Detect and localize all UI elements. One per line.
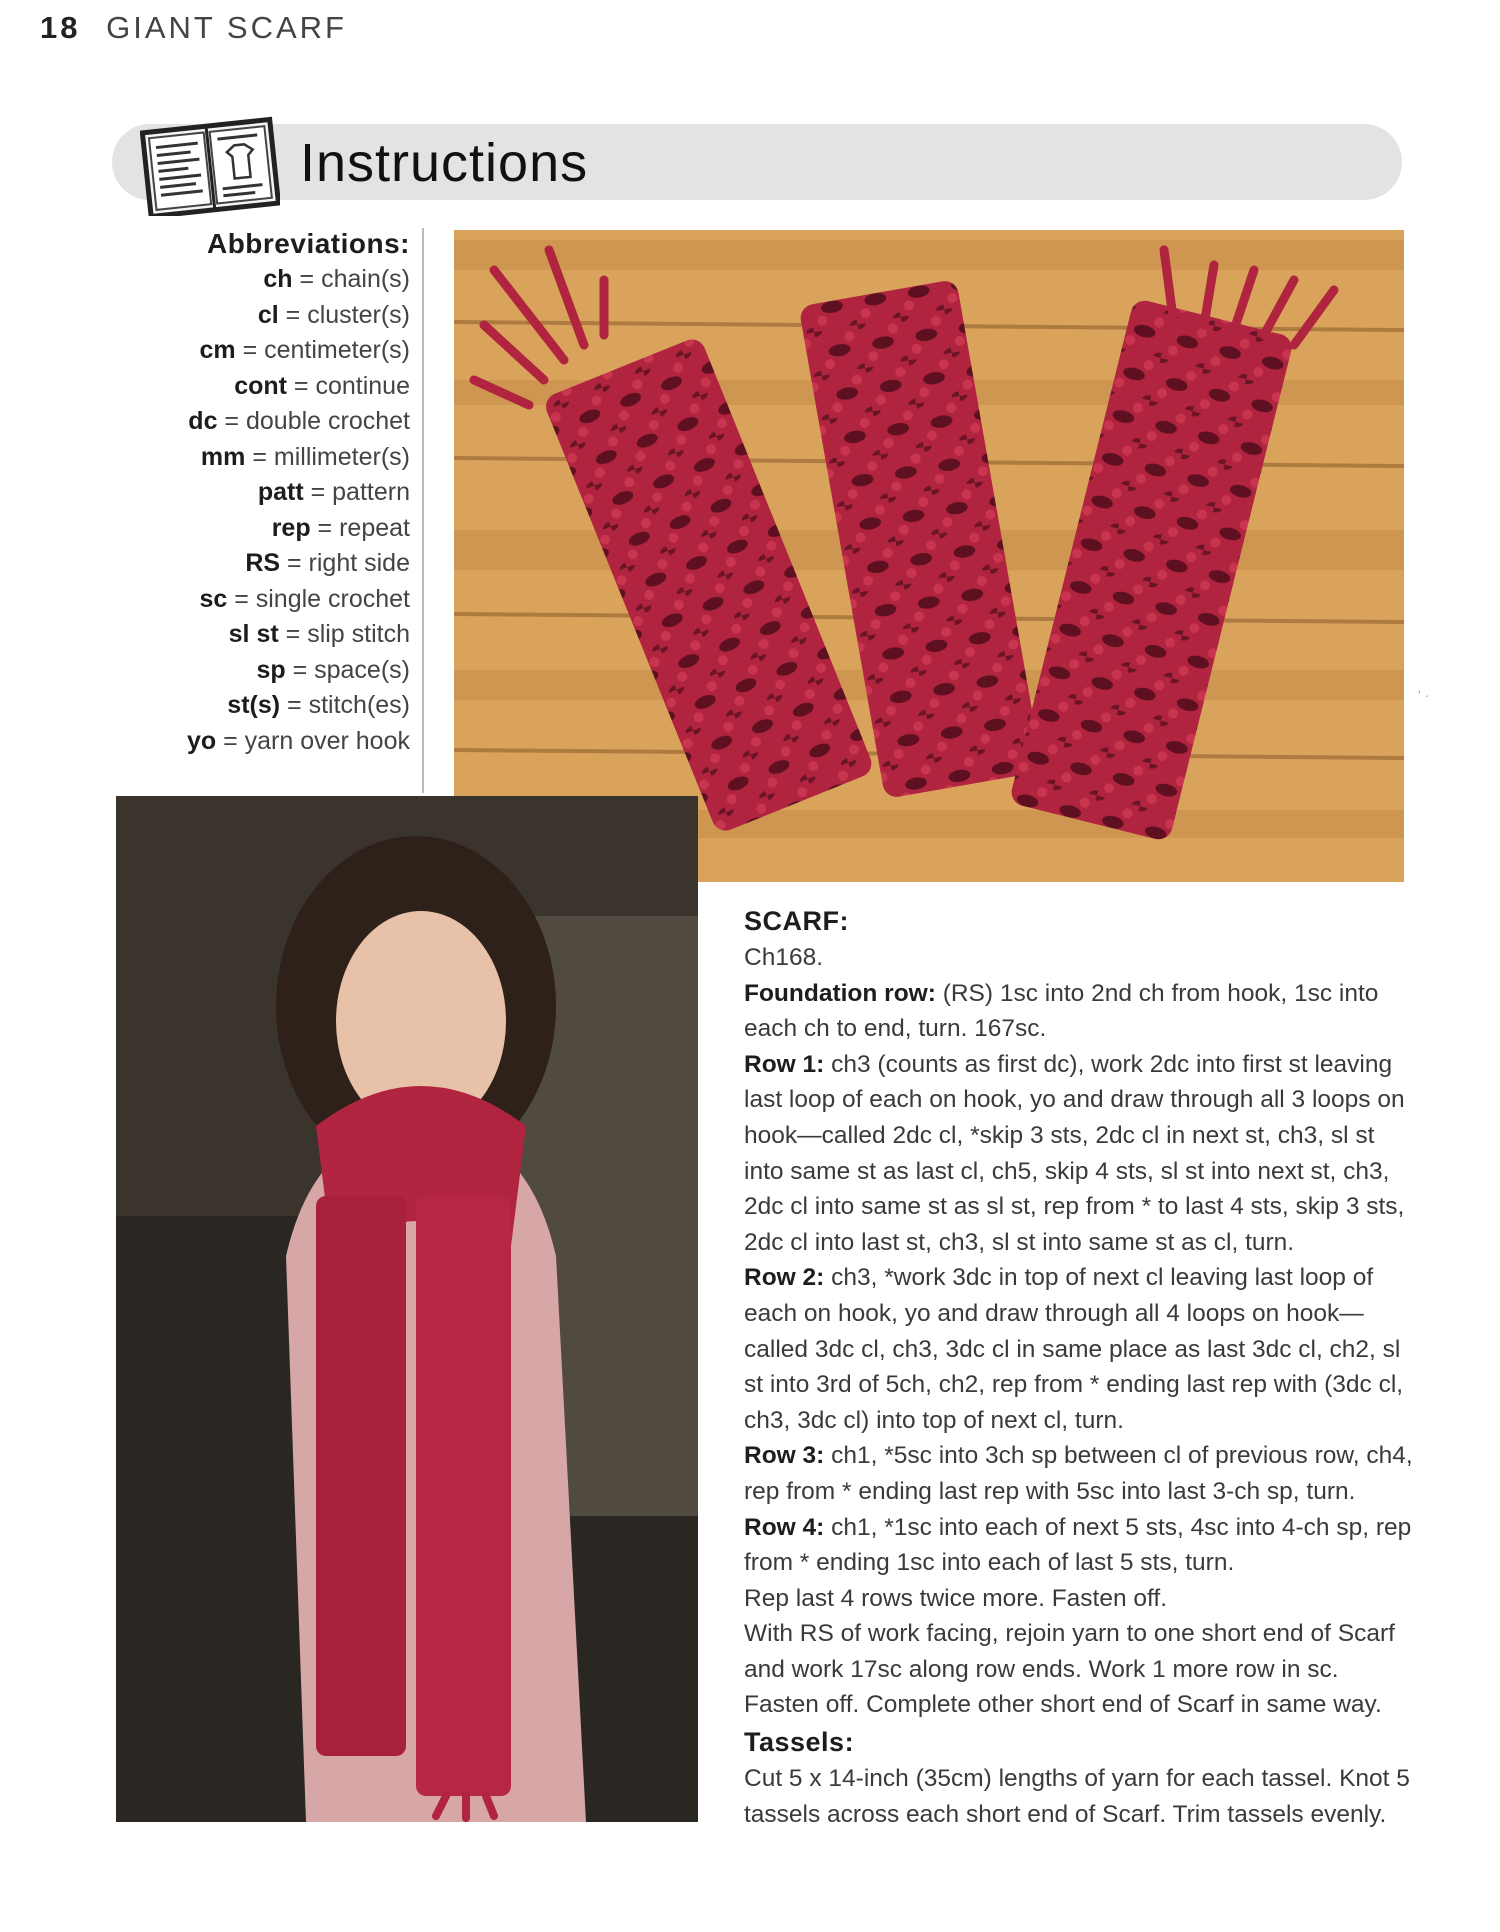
pattern-book-icon — [140, 112, 280, 216]
abbreviation-item: cont = continue — [234, 371, 410, 400]
chain-line: Ch168. — [744, 944, 824, 971]
tassels-heading: Tassels: — [744, 1727, 855, 1758]
scarf-flatlay-photo — [454, 230, 1404, 882]
abbreviation-item: sc = single crochet — [199, 584, 410, 613]
repeat-line: Rep last 4 rows twice more. Fasten off. — [744, 1584, 1168, 1612]
abbreviation-item: rep = repeat — [271, 513, 410, 542]
margin-mark: ' · — [1418, 687, 1430, 703]
scarf-instructions — [744, 902, 1414, 1832]
abbreviation-item: patt = pattern — [257, 478, 410, 506]
section-title: Instructions — [300, 133, 589, 193]
abbreviation-item: sl st = slip stitch — [228, 620, 410, 648]
abbreviation-item: ch = chain(s) — [263, 265, 410, 293]
abbreviations-title: Abbreviations: — [206, 228, 410, 259]
edging-paragraph: With RS of work facing, rejoin yarn to one short end of Scarf and work 17sc along row ends. Work 1 more row in sc. Fasten off. Complete other short end of Scarf in same way. — [744, 1620, 1395, 1719]
scarf-heading: SCARF: — [744, 906, 849, 936]
instruction-row: Row 1: ch3 (counts as first dc), work 2dc into first st leaving last loop of each on hook, yo and draw through all 3 loops on hook—called 2dc cl, *skip 3 sts, 2dc cl in next st, ch3, sl st into same st as last cl, ch5, skip 4 sts, sl st into next st, ch3, 2dc cl into same st as sl st, rep from * to last 4 sts, skip 3 sts, 2dc cl into last st, ch3, sl st into same st as cl, turn. — [744, 1050, 1405, 1256]
abbreviations-list — [110, 262, 410, 759]
abbreviation-item: st(s) = stitch(es) — [227, 691, 410, 719]
instruction-row: Row 2: ch3, *work 3dc in top of next cl leaving last loop of each on hook, yo and draw through all 4 loops on hook—called 3dc cl, ch3, 3dc cl in same place as last 3dc cl, ch2, sl st into 3rd of 5ch, ch2, rep from * ending last rep with (3dc cl, ch3, 3dc cl) into top of next cl, turn. — [744, 1264, 1404, 1434]
page-header — [40, 10, 347, 46]
abbreviation-item: mm = millimeter(s) — [200, 442, 410, 471]
abbreviation-item: RS = right side — [245, 549, 410, 577]
instruction-row: Row 3: ch1, *5sc into 3ch sp between cl of previous row, ch4, rep from * ending last rep with 5sc into last 3-ch sp, turn. — [744, 1442, 1413, 1505]
model-wearing-scarf-photo — [116, 796, 698, 1822]
instruction-row: Foundation row: (RS) 1sc into 2nd ch from hook, 1sc into each ch to end, turn. 167sc. — [744, 979, 1379, 1043]
instruction-row: Row 4: ch1, *1sc into each of next 5 sts, 4sc into 4-ch sp, rep from * ending 1sc into each of last 5 sts, turn. — [744, 1513, 1412, 1577]
abbreviation-item: dc = double crochet — [188, 407, 410, 435]
abbreviation-item: yo = yarn over hook — [186, 726, 410, 755]
abbreviation-item: sp = space(s) — [256, 655, 410, 684]
abbreviation-item: cm = centimeter(s) — [199, 336, 410, 364]
running-title: GIANT SCARF — [106, 10, 347, 45]
page-number: 18 — [40, 10, 81, 45]
abbreviation-item: cl = cluster(s) — [257, 300, 410, 329]
tassels-paragraph: Cut 5 x 14-inch (35cm) lengths of yarn for each tassel. Knot 5 tassels across each short end of Scarf. Trim tassels evenly. — [744, 1765, 1410, 1828]
abbreviations-panel — [110, 228, 424, 793]
